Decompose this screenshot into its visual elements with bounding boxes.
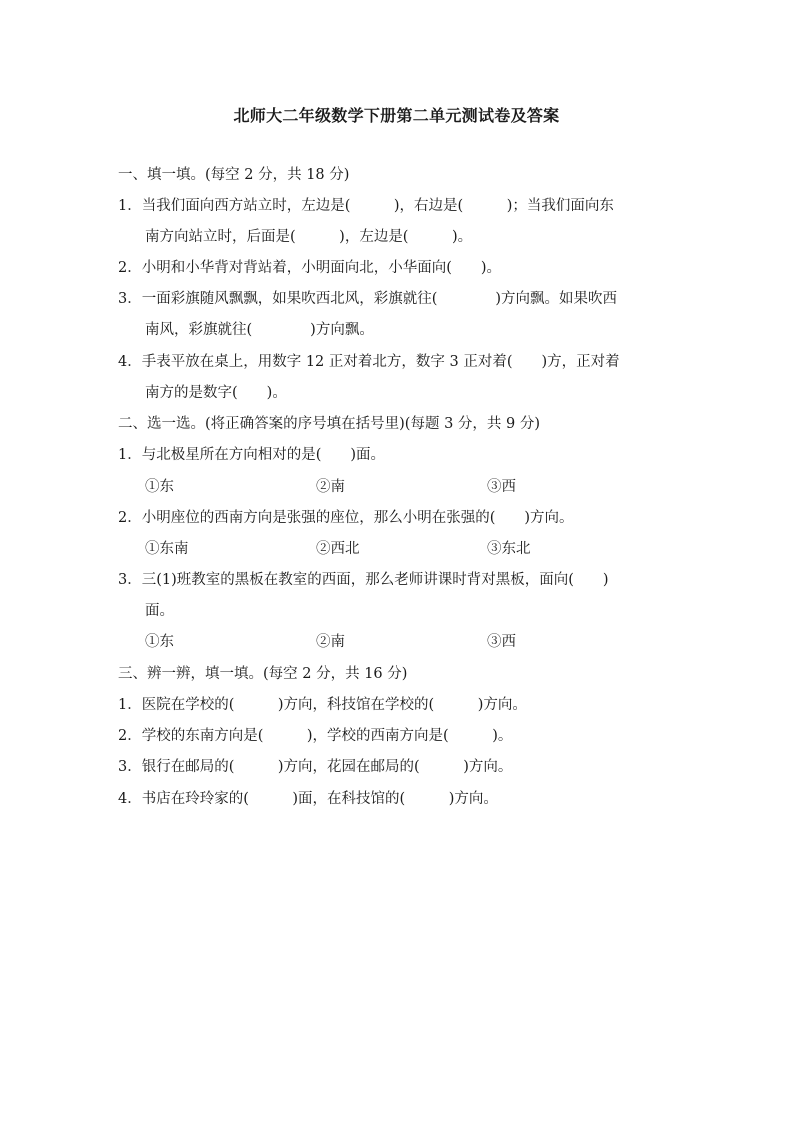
s2-q3-option-3: ③西 (487, 634, 516, 650)
s1-q1-line2: 南方向站立时，后面是( )，左边是( )。 (145, 229, 473, 245)
s1-q3-line1: 3．一面彩旗随风飘飘，如果吹西北风，彩旗就往( )方向飘。如果吹西 (118, 291, 618, 307)
section1-header: 一、填一填。(每空 2 分，共 18 分) (118, 167, 350, 183)
s3-q3: 3．银行在邮局的( )方向，花园在邮局的( )方向。 (118, 759, 513, 775)
s1-q4-line1: 4．手表平放在桌上，用数字 12 正对着北方，数字 3 正对着( )方，正对着 (118, 354, 620, 370)
s2-q2: 2．小明座位的西南方向是张强的座位，那么小明在张强的( )方向。 (118, 510, 574, 526)
s1-q1-line1: 1．当我们面向西方站立时，左边是( )，右边是( )；当我们面向东 (118, 198, 614, 214)
s3-q4: 4．书店在玲玲家的( )面，在科技馆的( )方向。 (118, 791, 498, 807)
s2-q2-option-3: ③东北 (487, 541, 531, 557)
s1-q3-line2: 南风，彩旗就往( )方向飘。 (145, 322, 374, 338)
s2-q2-option-1: ①东南 (145, 541, 189, 557)
s2-q1-option-1: ①东 (145, 479, 174, 495)
s3-q2: 2．学校的东南方向是( )，学校的西南方向是( )。 (118, 728, 513, 744)
s2-q1-option-2: ②南 (316, 479, 345, 495)
s3-q1: 1．医院在学校的( )方向，科技馆在学校的( )方向。 (118, 697, 527, 713)
s2-q2-option-2: ②西北 (316, 541, 360, 557)
s1-q2: 2．小明和小华背对背站着，小明面向北，小华面向( )。 (118, 260, 502, 276)
s2-q3-line1: 3．三(1)班教室的黑板在教室的西面，那么老师讲课时背对黑板，面向( ) (118, 572, 609, 588)
section3-header: 三、辨一辨，填一填。(每空 2 分，共 16 分) (118, 666, 408, 682)
s2-q1: 1．与北极星所在方向相对的是( )面。 (118, 447, 386, 463)
s1-q4-line2: 南方的是数字( )。 (145, 385, 287, 401)
s2-q1-option-3: ③西 (487, 479, 516, 495)
s2-q3-option-1: ①东 (145, 634, 174, 650)
s2-q3-line2: 面。 (145, 603, 174, 619)
s2-q3-option-2: ②南 (316, 634, 345, 650)
page-title: 北师大二年级数学下册第二单元测试卷及答案 (233, 106, 560, 125)
section2-header: 二、选一选。(将正确答案的序号填在括号里)(每题 3 分，共 9 分) (118, 416, 541, 432)
